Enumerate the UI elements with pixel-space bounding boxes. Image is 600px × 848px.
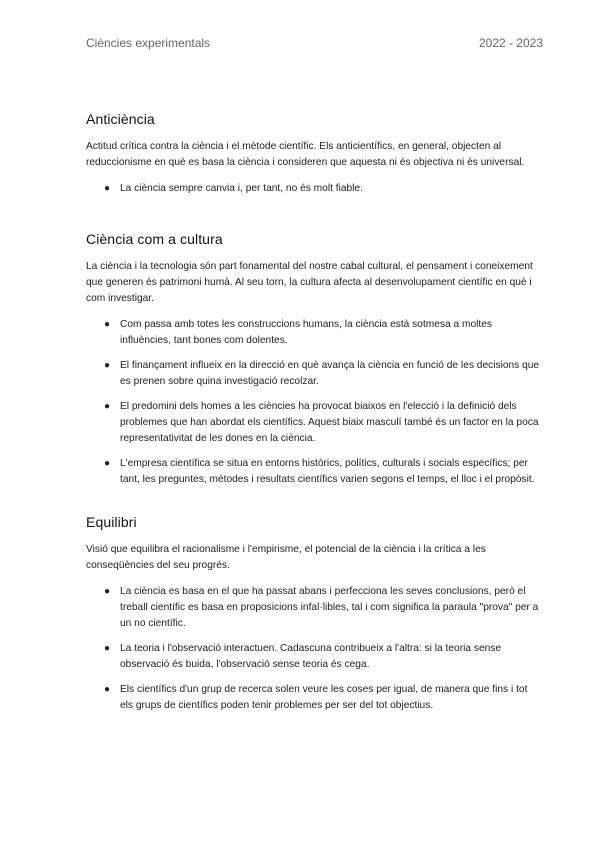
bullet-icon: ●	[104, 586, 111, 597]
section-equilibri	[86, 514, 543, 714]
bullet-icon: ●	[104, 360, 111, 371]
bullet-icon: ●	[104, 643, 111, 654]
list-item: ● El finançament influeix en la direcció en què avança la ciència en funció de les decisions que es prenen sobre quina investigació recolzar.	[104, 360, 540, 387]
document-body	[86, 111, 543, 723]
bullet-icon: ●	[104, 401, 111, 412]
bullet-icon: ●	[104, 684, 111, 695]
bullet-list	[86, 181, 543, 197]
page-header	[86, 36, 543, 50]
bullet-icon: ●	[104, 319, 111, 330]
list-item: ● Els científics d'un grup de recerca solen veure les coses per igual, de manera que fins i tot els grups de científics poden tenir problemes per ser del tot objectius.	[104, 684, 528, 711]
header-course-title: Ciències experimentals	[86, 36, 211, 50]
section-ciencia-cultura	[86, 231, 543, 488]
section-anticiencia	[86, 111, 543, 197]
section-heading: Ciència com a cultura	[86, 231, 223, 247]
list-item: ● Com passa amb totes les construccions humans, la ciència està sotmesa a moltes influències, tant bones com dolentes.	[104, 319, 493, 346]
section-paragraph: Visió que equilibra el racionalisme i l'empirisme, el potencial de la ciència i la crítica a les conseqüències del seu progrés.	[86, 544, 486, 571]
section-heading: Anticiència	[86, 111, 155, 127]
list-item: ● La ciència sempre canvia i, per tant, no és molt fiable.	[86, 181, 543, 197]
bullet-icon: ●	[104, 458, 111, 469]
bullet-list	[86, 584, 543, 714]
list-item: ● El predomini dels homes a les ciències ha provocat biaixos en l'elecció i la definició dels problemes que han abordat els científics. Aquest biaix masculí també és un factor en la poca representativitat de les dones en la ciència.	[104, 401, 539, 444]
header-school-year: 2022 - 2023	[478, 36, 543, 50]
section-paragraph: La ciència i la tecnologia són part fonamental del nostre cabal cultural, el pensament i coneixement que generen és patrimoni humà. Al seu torn, la cultura afecta al desenvolupament científic en què i com investigar.	[86, 261, 533, 304]
section-paragraph: Actitud crítica contra la ciència i el mètode científic. Els anticientífics, en general, objecten al reduccionisme en què es basa la ciència i consideren que aquesta ni és objectiva ni és universal.	[86, 141, 525, 168]
list-item: ● La teoria i l'observació interactuen. Cadascuna contribueix a l'altra: si la teoria sense observació és buida, l'observació sense teoria és cega.	[104, 643, 502, 670]
list-item: ● La ciència es basa en el que ha passat abans i perfecciona les seves conclusions, però el treball científic es basa en proposicions infal·libles, tal i com significa la paraula "prova" per a un no científic.	[104, 586, 539, 629]
section-heading: Equilibri	[86, 514, 137, 530]
bullet-icon: ●	[104, 183, 111, 194]
list-item: ● L'empresa científica se situa en entorns històrics, polítics, culturals i socials específics; per tant, les preguntes, mètodes i resultats científics varien segons el temps, el lloc i el propòsit.	[104, 458, 535, 485]
bullet-list	[86, 317, 543, 488]
